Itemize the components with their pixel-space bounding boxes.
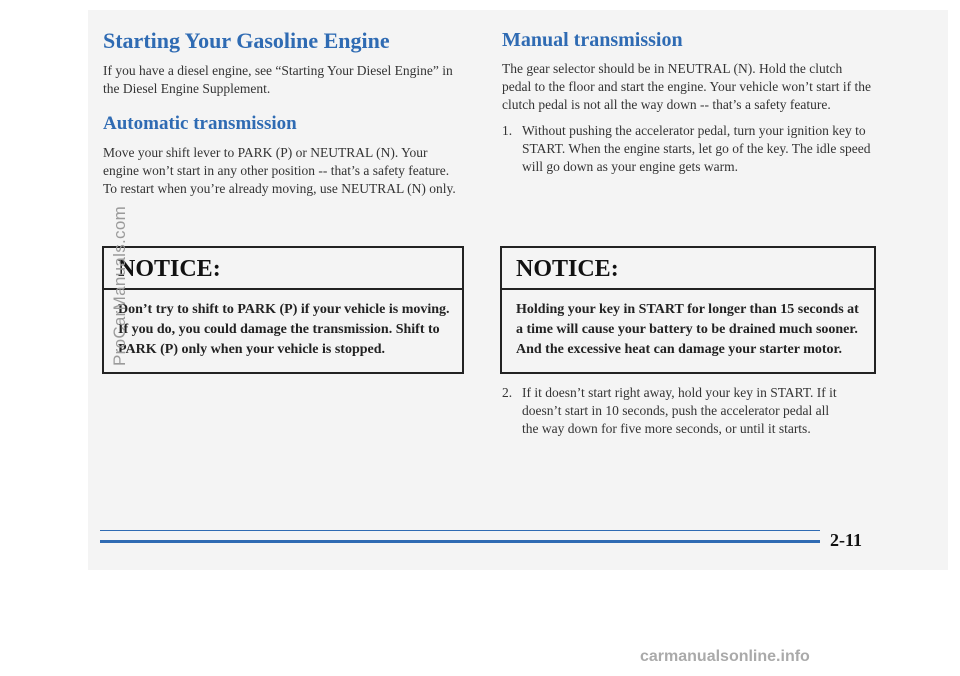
automatic-transmission-body: Move your shift lever to PARK (P) or NEUTRAL (N). Your engine won’t start in any other position -- that’s a safety feature. To restart when you’re already moving, use NEUTRAL (N) only. xyxy=(103,145,456,196)
notice-body-left: Don’t try to shift to PARK (P) if your vehicle is moving. If you do, you could damage the transmission. Shift to PARK (P) only when your vehicle is stopped. xyxy=(118,302,450,357)
section-title: Starting Your Gasoline Engine xyxy=(103,28,390,53)
intro-paragraph: If you have a diesel engine, see “Starting Your Diesel Engine” in the Diesel Engine Supplement. xyxy=(103,63,453,96)
step-item xyxy=(502,384,842,438)
notice-box-right xyxy=(500,246,876,374)
watermark-text: ProCarManuals.com xyxy=(110,205,129,366)
step-item xyxy=(502,122,874,176)
step-text: Without pushing the accelerator pedal, turn your ignition key to START. When the engine starts, let go of the key. The idle speed will go down as your engine gets warm. xyxy=(522,123,871,174)
notice-title-right: NOTICE: xyxy=(502,248,874,290)
step-text: If it doesn’t start right away, hold your key in START. If it doesn’t start in 10 seconds, push the accelerator pedal all the way down for five more seconds, or until it starts. xyxy=(522,385,837,436)
manual-transmission-heading: Manual transmission xyxy=(502,29,683,51)
notice-title-left: NOTICE: xyxy=(104,248,462,290)
manual-transmission-body: The gear selector should be in NEUTRAL (N). Hold the clutch pedal to the floor and start the engine. Your vehicle won’t start if the clutch pedal is not all the way down -- that’s a safety feature. xyxy=(502,61,872,112)
left-column xyxy=(103,28,463,198)
steps-list xyxy=(502,122,874,176)
automatic-transmission-heading: Automatic transmission xyxy=(103,113,297,134)
page-number: 2-11 xyxy=(830,530,863,550)
step-number: 2. xyxy=(502,385,513,400)
step-number: 1. xyxy=(502,123,513,138)
notice-box-left xyxy=(102,246,464,374)
right-column xyxy=(502,28,874,176)
footer-rule-thick xyxy=(100,540,820,543)
footer-rule-thin xyxy=(100,530,820,531)
site-logo[interactable]: carmanualsonline.info xyxy=(640,648,810,665)
notice-body-right: Holding your key in START for longer than 15 seconds at a time will cause your battery to be drained much sooner. And the excessive heat can damage your starter motor. xyxy=(516,302,859,357)
